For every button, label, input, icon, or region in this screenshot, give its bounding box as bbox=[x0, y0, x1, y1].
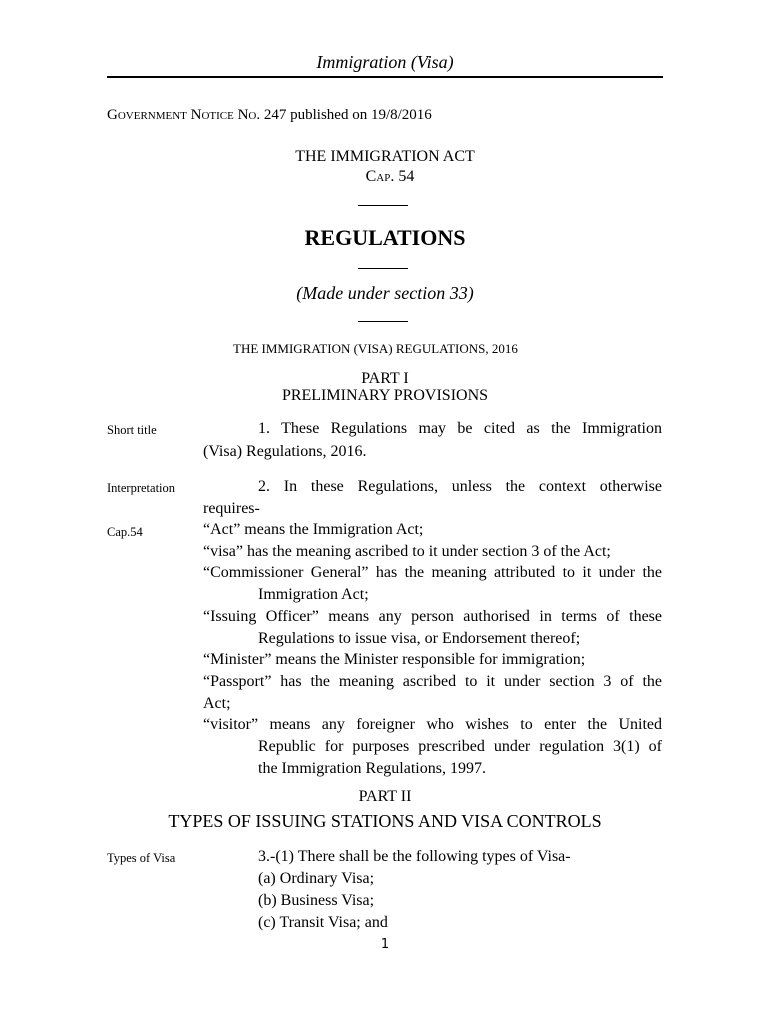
definition-minister: “Minister” means the Minister responsible for immigration; bbox=[203, 651, 586, 668]
part-one-title: PRELIMINARY PROVISIONS bbox=[281, 387, 489, 404]
definition-visitor-cont-1: Republic for purposes prescribed under regulation 3(1) of bbox=[258, 738, 662, 755]
made-under-line: (Made under section 33) bbox=[296, 283, 474, 303]
definition-issuing-officer-cont: Regulations to issue visa, or Endorsement thereof; bbox=[258, 630, 581, 647]
visa-type-item: (b) Business Visa; bbox=[258, 892, 375, 909]
margin-note-types-of-visa: Types of Visa bbox=[107, 851, 176, 865]
definition-visitor: “visitor” means any foreigner who wishes to enter the United bbox=[203, 716, 662, 733]
regulations-heading: REGULATIONS bbox=[304, 225, 466, 250]
part-two-title: TYPES OF ISSUING STATIONS AND VISA CONTROLS bbox=[168, 811, 602, 831]
margin-note-interpretation: Interpretation bbox=[107, 481, 176, 495]
definition-issuing-officer: “Issuing Officer” means any person authorised in terms of these bbox=[203, 608, 662, 625]
definition-commissioner-general: “Commissioner General” has the meaning attributed to it under the bbox=[203, 564, 662, 581]
running-header: Immigration (Visa) bbox=[316, 52, 454, 72]
margin-note-short-title: Short title bbox=[107, 423, 157, 437]
definition-commissioner-general-cont: Immigration Act; bbox=[258, 586, 369, 603]
part-one-label: PART I bbox=[361, 370, 409, 387]
definition-visitor-cont-2: the Immigration Regulations, 1997. bbox=[258, 760, 486, 777]
notice-prefix: Government Notice No. bbox=[107, 107, 261, 123]
definition-passport-cont: Act; bbox=[203, 695, 231, 712]
part-two-label: PART II bbox=[358, 788, 412, 805]
regulations-title: THE IMMIGRATION (VISA) REGULATIONS, 2016 bbox=[233, 341, 518, 356]
page-number: 1 bbox=[380, 937, 390, 952]
section-2-line-1: 2. In these Regulations, unless the context otherwise bbox=[258, 478, 662, 495]
header-rule bbox=[107, 76, 663, 78]
definition-visa: “visa” has the meaning ascribed to it under section 3 of the Act; bbox=[203, 543, 611, 560]
definition-act: “Act” means the Immigration Act; bbox=[203, 521, 424, 538]
act-title: THE IMMIGRATION ACT bbox=[295, 148, 475, 165]
section-1-line-2: (Visa) Regulations, 2016. bbox=[203, 443, 367, 460]
government-notice bbox=[107, 107, 432, 124]
definition-passport: “Passport” has the meaning ascribed to it under section 3 of the bbox=[203, 673, 662, 690]
act-cap: Cap. 54 bbox=[365, 168, 415, 185]
section-1-line-1: 1. These Regulations may be cited as the Immigration bbox=[258, 420, 662, 437]
divider-dash bbox=[358, 321, 408, 322]
margin-note-cap54: Cap.54 bbox=[107, 525, 143, 539]
section-3-intro: 3.-(1) There shall be the following types of Visa- bbox=[258, 848, 571, 865]
visa-type-item: (c) Transit Visa; and bbox=[258, 914, 388, 931]
divider-dash bbox=[358, 268, 408, 269]
divider-dash bbox=[358, 205, 408, 206]
visa-type-item: (a) Ordinary Visa; bbox=[258, 870, 375, 887]
section-2-line-2: requires- bbox=[203, 500, 260, 517]
notice-details: 247 published on 19/8/2016 bbox=[260, 107, 432, 123]
